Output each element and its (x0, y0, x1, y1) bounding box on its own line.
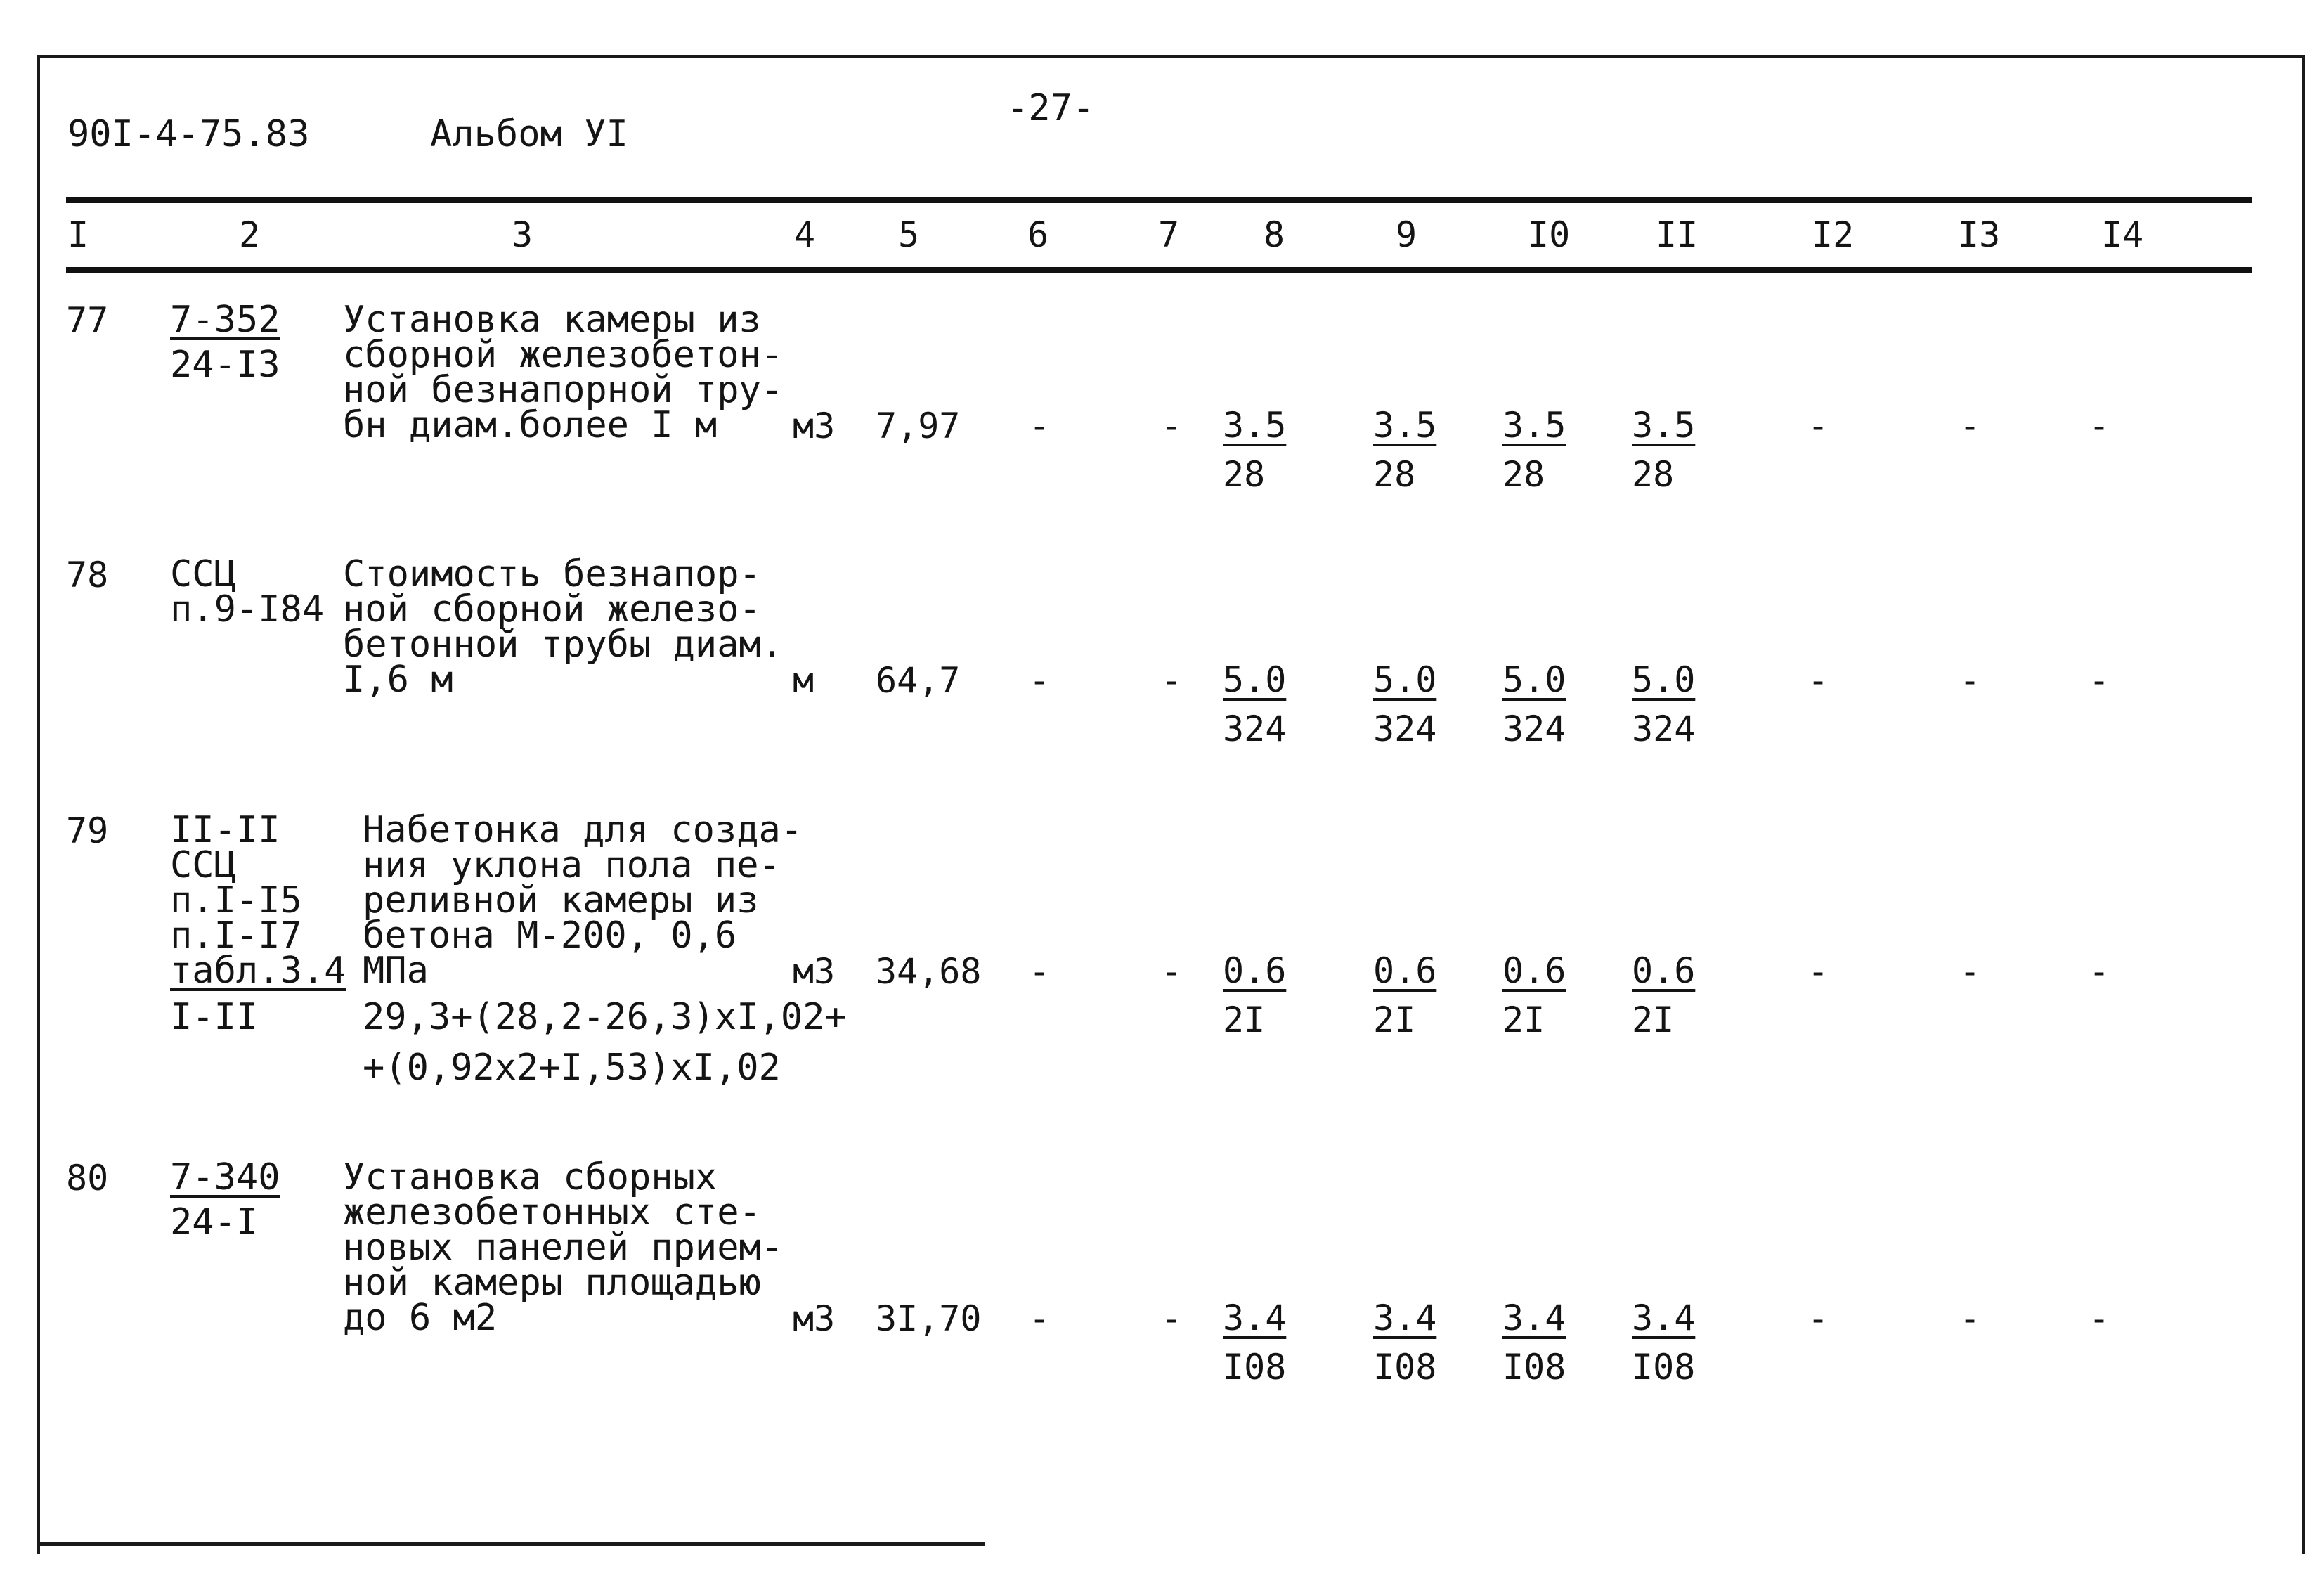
fraction-denominator: 2I (1632, 1000, 1675, 1040)
column-header: 6 (1027, 214, 1049, 255)
rate-fraction (1373, 950, 1493, 1040)
column-7-value: - (1161, 951, 1183, 992)
fraction-denominator: 324 (1502, 709, 1566, 749)
fraction-numerator: 0.6 (1632, 950, 1696, 991)
column-12-value: - (1807, 951, 1829, 992)
work-description: МПа (363, 950, 429, 992)
row-number: 79 (66, 810, 109, 851)
column-6-value: - (1029, 1298, 1051, 1339)
rate-fraction (1502, 405, 1622, 495)
page-number: -27- (1006, 87, 1095, 129)
fraction-denominator: 2I (1502, 1000, 1545, 1040)
estimate-code: ССЦ (170, 844, 236, 886)
fraction-numerator: 5.0 (1632, 659, 1696, 700)
fraction-denominator: I08 (1502, 1347, 1566, 1388)
column-6-value: - (1029, 406, 1051, 446)
fraction-denominator: 28 (1223, 454, 1266, 495)
estimate-code: п.I-I5 (170, 879, 302, 921)
fraction-numerator: 5.0 (1502, 659, 1566, 700)
rate-fraction (1632, 1298, 1751, 1388)
quantity: 3I,70 (876, 1298, 982, 1339)
column-14-value: - (2089, 660, 2110, 701)
work-description: Стоимость безнапор- (343, 553, 761, 595)
unit: м (793, 660, 814, 701)
rate-fraction (1502, 659, 1622, 749)
rate-fraction (1223, 950, 1342, 1040)
rate-fraction (1373, 659, 1493, 749)
column-13-value: - (1959, 951, 1981, 992)
rate-fraction (1632, 950, 1751, 1040)
fraction-denominator: 324 (1223, 709, 1287, 749)
fraction-denominator: 28 (1632, 454, 1675, 495)
work-description: новых панелей прием- (343, 1227, 784, 1269)
rate-fraction (1373, 405, 1493, 495)
fraction-denominator: 324 (1632, 709, 1696, 749)
estimate-code: п.I-I7 (170, 914, 302, 957)
column-6-value: - (1029, 951, 1051, 992)
column-header: 3 (512, 214, 533, 255)
column-14-value: - (2089, 951, 2110, 992)
column-header: 4 (794, 214, 816, 255)
work-description: бн диам.более I м (343, 404, 718, 446)
rate-fraction (1223, 405, 1342, 495)
quantity: 64,7 (876, 660, 961, 701)
estimate-code: 24-I (170, 1201, 259, 1243)
estimate-code: I-II (170, 996, 259, 1038)
work-description: до 6 м2 (343, 1297, 498, 1339)
unit: м3 (793, 1298, 836, 1339)
rate-fraction (1223, 1298, 1342, 1388)
column-14-value: - (2089, 1298, 2110, 1339)
fraction-denominator: I08 (1223, 1347, 1287, 1388)
fraction-denominator: 324 (1373, 709, 1437, 749)
work-description: Установка камеры из (343, 299, 761, 341)
column-header: I2 (1812, 214, 1855, 255)
rate-fraction (1632, 405, 1751, 495)
estimate-code: ССЦ (170, 553, 236, 595)
work-description: сборной железобетон- (343, 334, 784, 376)
estimate-code: табл.3.4 (170, 950, 346, 992)
work-description: реливной камеры из (363, 879, 759, 921)
column-header: I3 (1958, 214, 2001, 255)
header-rule-bottom (66, 267, 2252, 273)
rate-fraction (1632, 659, 1751, 749)
estimate-code: 24-I3 (170, 344, 280, 386)
fraction-numerator: 3.5 (1632, 405, 1696, 446)
bottom-rule (37, 1542, 985, 1546)
estimate-code: 7-352 (170, 299, 280, 341)
column-header: I (67, 214, 89, 255)
fraction-denominator: 28 (1373, 454, 1416, 495)
work-description: бетона М-200, 0,6 (363, 914, 737, 957)
column-7-value: - (1161, 1298, 1183, 1339)
column-header: I0 (1528, 214, 1571, 255)
column-header: I4 (2101, 214, 2144, 255)
fraction-numerator: 3.4 (1223, 1298, 1287, 1338)
fraction-numerator: 0.6 (1373, 950, 1437, 991)
work-description: бетонной трубы диам. (343, 623, 784, 666)
fraction-numerator: 0.6 (1502, 950, 1566, 991)
fraction-denominator: I08 (1632, 1347, 1696, 1388)
column-header: 5 (898, 214, 920, 255)
row-number: 78 (66, 555, 109, 595)
fraction-numerator: 5.0 (1373, 659, 1437, 700)
volume-formula: +(0,92х2+I,53)хI,02 (363, 1047, 781, 1089)
row-number: 77 (66, 300, 109, 341)
album-label: Альбом УI (430, 113, 628, 155)
column-12-value: - (1807, 660, 1829, 701)
work-description: железобетонных сте- (343, 1191, 761, 1234)
rate-fraction (1223, 659, 1342, 749)
estimate-code: II-II (170, 809, 280, 851)
work-description: ной безнапорной тру- (343, 369, 784, 411)
fraction-numerator: 3.4 (1502, 1298, 1566, 1338)
document-code: 90I-4-75.83 (67, 113, 310, 155)
fraction-denominator: 2I (1223, 1000, 1266, 1040)
column-13-value: - (1959, 660, 1981, 701)
row-number: 80 (66, 1158, 109, 1198)
quantity: 7,97 (876, 406, 961, 446)
fraction-numerator: 0.6 (1223, 950, 1287, 991)
column-header: II (1656, 214, 1699, 255)
work-description: Установка сборных (343, 1156, 718, 1198)
work-description: ной камеры площадью (343, 1262, 761, 1304)
column-header: 2 (239, 214, 261, 255)
fraction-denominator: 2I (1373, 1000, 1416, 1040)
rate-fraction (1373, 1298, 1493, 1388)
rate-fraction (1502, 950, 1622, 1040)
column-7-value: - (1161, 660, 1183, 701)
estimate-code: п.9-I84 (170, 588, 325, 630)
column-13-value: - (1959, 406, 1981, 446)
fraction-denominator: 28 (1502, 454, 1545, 495)
column-6-value: - (1029, 660, 1051, 701)
fraction-denominator: I08 (1373, 1347, 1437, 1388)
column-14-value: - (2089, 406, 2110, 446)
fraction-numerator: 3.5 (1502, 405, 1566, 446)
column-header: 7 (1158, 214, 1180, 255)
fraction-numerator: 5.0 (1223, 659, 1287, 700)
work-description: ния уклона пола пе- (363, 844, 781, 886)
work-description: ной сборной железо- (343, 588, 761, 630)
work-description: I,6 м (343, 659, 453, 701)
column-12-value: - (1807, 1298, 1829, 1339)
fraction-numerator: 3.5 (1373, 405, 1437, 446)
column-7-value: - (1161, 406, 1183, 446)
column-header: 8 (1264, 214, 1285, 255)
column-12-value: - (1807, 406, 1829, 446)
unit: м3 (793, 951, 836, 992)
fraction-numerator: 3.4 (1632, 1298, 1696, 1338)
fraction-numerator: 3.4 (1373, 1298, 1437, 1338)
column-13-value: - (1959, 1298, 1981, 1339)
rate-fraction (1502, 1298, 1622, 1388)
column-header: 9 (1396, 214, 1417, 255)
quantity: 34,68 (876, 951, 982, 992)
volume-formula: 29,3+(28,2-26,3)хI,02+ (363, 996, 847, 1038)
estimate-code: 7-340 (170, 1156, 280, 1198)
header-rule-top (66, 197, 2252, 203)
fraction-numerator: 3.5 (1223, 405, 1287, 446)
unit: м3 (793, 406, 836, 446)
work-description: Набетонка для созда- (363, 809, 803, 851)
